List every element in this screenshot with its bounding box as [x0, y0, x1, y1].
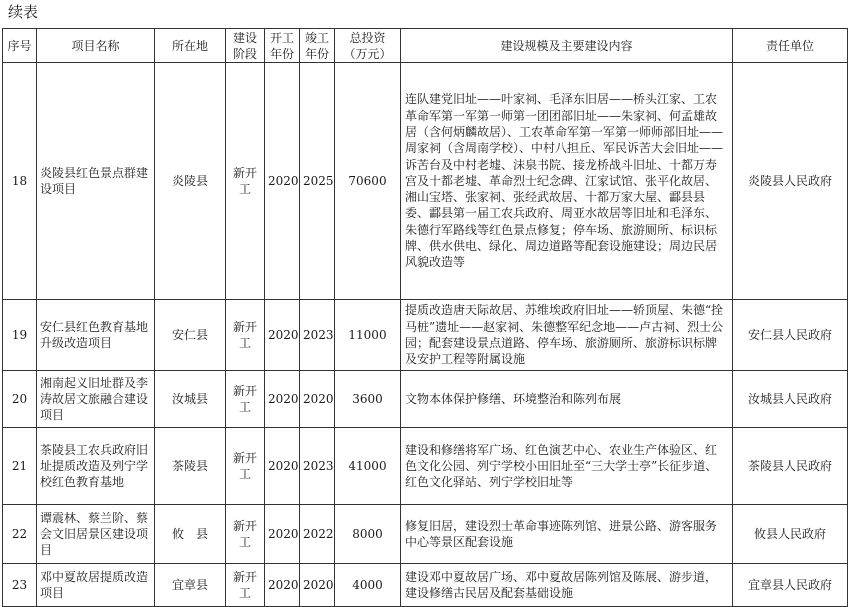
table-row — [3, 564, 848, 607]
cell-name: 炎陵县红色景点群建设项目 — [37, 63, 155, 300]
cell-content: 修复旧居，建设烈士革命事迹陈列馆、进景公路、游客服务中心等景区配套设施 — [401, 505, 733, 564]
cell-investment: 70600 — [335, 63, 401, 300]
cell-no: 19 — [3, 300, 37, 371]
cell-unit: 安仁县人民政府 — [733, 300, 848, 371]
cell-location: 茶陵县 — [155, 428, 226, 505]
cell-stage: 新开工 — [226, 505, 265, 564]
header-stage: 建设阶段 — [226, 29, 265, 63]
cell-stage: 新开工 — [226, 63, 265, 300]
cell-content: 文物本体保护修缮、环境整治和陈列布展 — [401, 371, 733, 428]
cell-investment: 11000 — [335, 300, 401, 371]
cell-stage: 新开工 — [226, 428, 265, 505]
cell-location: 炎陵县 — [155, 63, 226, 300]
header-end-year: 竣工年份 — [300, 29, 335, 63]
cell-investment: 41000 — [335, 428, 401, 505]
project-table — [2, 28, 848, 607]
cell-start-year: 2020 — [265, 505, 300, 564]
table-row — [3, 300, 848, 371]
cell-unit: 攸县人民政府 — [733, 505, 848, 564]
cell-stage: 新开工 — [226, 300, 265, 371]
table-row — [3, 371, 848, 428]
cell-content: 建设邓中夏故居广场、邓中夏故居陈列馆及陈展、游步道，建设修缮古民居及配套基础设施 — [401, 564, 733, 607]
cell-end-year: 2023 — [300, 300, 335, 371]
cell-investment: 3600 — [335, 371, 401, 428]
cell-unit: 汝城县人民政府 — [733, 371, 848, 428]
cell-unit: 宜章县人民政府 — [733, 564, 848, 607]
table-row — [3, 428, 848, 505]
header-content: 建设规模及主要建设内容 — [401, 29, 733, 63]
cell-no: 20 — [3, 371, 37, 428]
cell-name: 湘南起义旧址群及李涛故居文旅融合建设项目 — [37, 371, 155, 428]
cell-start-year: 2020 — [265, 63, 300, 300]
table-row — [3, 63, 848, 300]
cell-end-year: 2023 — [300, 428, 335, 505]
cell-end-year: 2020 — [300, 564, 335, 607]
cell-stage: 新开工 — [226, 564, 265, 607]
cell-unit: 茶陵县人民政府 — [733, 428, 848, 505]
cell-no: 23 — [3, 564, 37, 607]
cell-location: 汝城县 — [155, 371, 226, 428]
cell-location: 宜章县 — [155, 564, 226, 607]
cell-end-year: 2025 — [300, 63, 335, 300]
cell-location: 安仁县 — [155, 300, 226, 371]
header-unit: 责任单位 — [733, 29, 848, 63]
cell-start-year: 2020 — [265, 564, 300, 607]
cell-investment: 4000 — [335, 564, 401, 607]
header-no: 序号 — [3, 29, 37, 63]
header-location: 所在地 — [155, 29, 226, 63]
header-investment: 总投资（万元） — [335, 29, 401, 63]
cell-start-year: 2020 — [265, 428, 300, 505]
cell-no: 21 — [3, 428, 37, 505]
header-row — [3, 29, 848, 63]
cell-start-year: 2020 — [265, 371, 300, 428]
cell-name: 安仁县红色教育基地升级改造项目 — [37, 300, 155, 371]
cell-content: 连队建党旧址——叶家祠、毛泽东旧居——桥头江家、工农革命军第一军第一师第一团团部旧址——朱家祠、何孟雄故居（含何炳麟故居）、工农革命军第一军第一师师部旧址——周家祠（含周南学校）、中村八担丘、军民诉苦大会旧址——诉苦台及中村老墟、沫泉书院、接龙桥战斗旧址、十都万寿宫及十都老墟、革命烈士纪念碑、江家试馆、张平化故居、湘山宝塔、张家祠、张经武故居、十都万家大屋、酃县县委、酃县第一届工农兵政府、周亚水故居等旧址和毛泽东、朱德行军路线等红色景点修复；停车场、旅游厕所、标识标牌、供水供电、绿化、周边道路等配套设施建设；周边民居风貌改造等 — [401, 63, 733, 300]
cell-unit: 炎陵县人民政府 — [733, 63, 848, 300]
cell-no: 18 — [3, 63, 37, 300]
header-name: 项目名称 — [37, 29, 155, 63]
cell-end-year: 2020 — [300, 371, 335, 428]
cell-end-year: 2022 — [300, 505, 335, 564]
cell-no: 22 — [3, 505, 37, 564]
table-row — [3, 505, 848, 564]
cell-name: 邓中夏故居提质改造项目 — [37, 564, 155, 607]
cell-content: 提质改造唐天际故居、苏维埃政府旧址——轿顶屋、朱德“拴马桩”遗址——赵家祠、朱德整军纪念地——卢古祠、烈士公园；配套建设景点道路、停车场、旅游厕所、旅游标识标牌及安护工程等附属设施 — [401, 300, 733, 371]
cell-stage: 新开工 — [226, 371, 265, 428]
header-start-year: 开工年份 — [265, 29, 300, 63]
cell-name: 茶陵县工农兵政府旧址提质改造及列宁学校红色教育基地 — [37, 428, 155, 505]
continued-label: 续表 — [8, 3, 39, 21]
cell-start-year: 2020 — [265, 300, 300, 371]
cell-location: 攸 县 — [155, 505, 226, 564]
cell-content: 建设和修缮将军广场、红色演艺中心、农业生产体验区、红色文化公园、列宁学校小田旧址至“三大学士亭”长征步道、红色文化驿站、列宁学校旧址等 — [401, 428, 733, 505]
cell-name: 谭震林、蔡兰阶、蔡会文旧居景区建设项目 — [37, 505, 155, 564]
cell-investment: 8000 — [335, 505, 401, 564]
